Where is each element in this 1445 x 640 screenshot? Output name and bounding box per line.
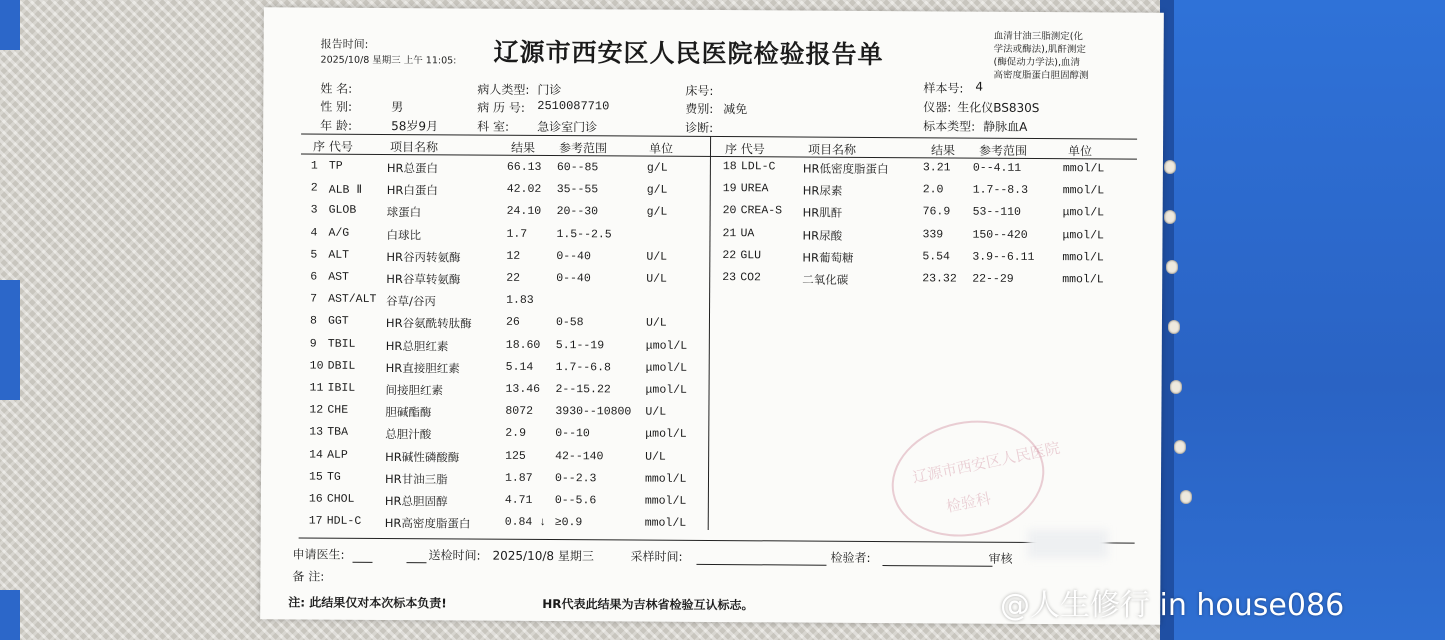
row-result: 8072 <box>505 404 534 419</box>
watermark: @人生修行 in house086 <box>1000 588 1345 623</box>
row-unit: μmol/L <box>1062 206 1105 220</box>
fee-value: 减免 <box>723 102 748 117</box>
age-value: 58岁9月 <box>391 119 439 134</box>
remark-label: 备 注: <box>292 569 325 584</box>
row-seq: 13 <box>309 425 324 440</box>
doctor-label: 申请医生: <box>292 547 345 562</box>
row-range: 0--4.11 <box>972 161 1022 175</box>
row-seq: 9 <box>309 337 317 351</box>
row-result: 1.83 <box>506 293 534 308</box>
row-range: 42--140 <box>555 449 604 463</box>
row-range: 1.7--6.8 <box>555 360 611 375</box>
row-unit: g/L <box>646 205 668 220</box>
row-result: 1.87 <box>504 471 533 485</box>
binder-hole <box>1164 210 1176 224</box>
row-unit: g/L <box>646 183 668 197</box>
row-unit: g/L <box>646 161 668 175</box>
row-name: HR白蛋白 <box>386 183 438 198</box>
row-seq: 14 <box>309 448 323 462</box>
blue-folder <box>1160 0 1445 640</box>
corner-note-line: 高密度脂蛋白胆固醇测 <box>993 69 1089 82</box>
row-result: 2.0 <box>922 183 944 197</box>
binder-hole <box>1164 160 1176 174</box>
row-name: HR碱性磷酸酶 <box>385 449 460 465</box>
patient-type-label: 病人类型: <box>477 82 530 97</box>
corner-note <box>993 30 1088 83</box>
row-code: ALB Ⅱ <box>328 183 363 198</box>
row-unit: μmol/L <box>645 427 687 442</box>
col-result: 结果 <box>930 143 956 158</box>
diagnosis-label: 诊断: <box>685 120 714 136</box>
row-name: 二氧化碳 <box>802 272 849 287</box>
row-code: TBIL <box>327 337 356 351</box>
row-name: 谷草/谷丙 <box>386 294 437 309</box>
row-seq: 1 <box>310 159 318 173</box>
row-unit: μmol/L <box>645 339 688 353</box>
row-range: 0--10 <box>555 427 590 441</box>
name-label: 姓 名: <box>320 81 353 96</box>
sex-value: 男 <box>391 100 404 115</box>
row-code: ALP <box>327 448 348 462</box>
row-name: HR葡萄糖 <box>802 250 854 265</box>
row-name: HR直接胆红素 <box>385 360 460 376</box>
row-result: 339 <box>922 227 944 242</box>
row-result: 5.14 <box>505 360 534 374</box>
row-seq: 20 <box>722 204 737 218</box>
dept-label: 科 室: <box>477 119 510 134</box>
row-code: GLU <box>740 248 762 263</box>
row-name: HR总胆固醇 <box>384 494 448 509</box>
row-result: 18.60 <box>505 338 541 352</box>
patient-type-value: 门诊 <box>537 82 562 98</box>
row-result: 3.21 <box>922 161 951 175</box>
row-name: HR高密度脂蛋白 <box>384 516 471 531</box>
row-unit: U/L <box>645 405 667 419</box>
col-unit: 单位 <box>1067 144 1093 159</box>
row-range: 35--55 <box>556 183 599 197</box>
row-unit: mmol/L <box>644 472 687 486</box>
row-unit: mmol/L <box>1062 273 1104 287</box>
row-result: 23.32 <box>922 272 957 286</box>
binder-hole <box>1170 380 1182 394</box>
row-range: 0--2.3 <box>554 471 597 486</box>
row-name: 总胆汁酸 <box>385 427 432 442</box>
row-range: 20--30 <box>556 205 599 219</box>
row-range: 5.1--19 <box>555 338 605 352</box>
row-name: HR总蛋白 <box>386 161 439 176</box>
col-range: 参考范围 <box>978 143 1028 158</box>
row-code: AST <box>328 270 349 284</box>
age-label: 年 龄: <box>320 118 353 133</box>
row-code: CHE <box>327 403 349 417</box>
binder-hole <box>1168 320 1180 334</box>
row-code: HDL-C <box>326 514 362 529</box>
row-range: 2--15.22 <box>555 383 611 397</box>
row-seq: 23 <box>722 271 737 285</box>
sex-label: 性 别: <box>320 99 353 114</box>
row-code: CHOL <box>326 492 355 506</box>
stamp-text: 检验科 <box>944 489 993 516</box>
row-range: 150--420 <box>972 228 1028 242</box>
specimen-label: 标本类型: <box>923 119 976 134</box>
col-unit: 单位 <box>648 141 674 156</box>
row-range: 53--110 <box>972 205 1021 220</box>
blank-line <box>696 564 826 566</box>
row-seq: 3 <box>310 203 318 217</box>
sample-label: 样本号: <box>923 81 964 96</box>
row-range: 22--29 <box>972 272 1014 286</box>
row-name: 球蛋白 <box>386 205 422 220</box>
corner-note-line: (酶促动力学法),血清 <box>993 56 1081 69</box>
blank-line <box>352 562 372 563</box>
row-seq: 11 <box>309 381 324 395</box>
instrument-label: 仪器: <box>923 100 952 115</box>
row-result: 76.9 <box>922 205 951 219</box>
col-name: 项目名称 <box>807 142 857 157</box>
row-unit: U/L <box>645 450 666 464</box>
row-name: 间接胆红素 <box>385 383 444 398</box>
row-code: IBIL <box>327 381 356 395</box>
row-name: HR低密度脂蛋白 <box>802 161 889 177</box>
row-seq: 22 <box>722 248 737 262</box>
row-seq: 21 <box>722 226 737 240</box>
blank-line <box>406 562 426 563</box>
row-result: 2.9 <box>505 427 527 441</box>
hr-note: HR代表此结果为吉林省检验互认标志。 <box>542 596 754 613</box>
row-seq: 15 <box>308 470 323 484</box>
col-range: 参考范围 <box>558 141 608 156</box>
collect-time-label: 采样时间: <box>630 549 683 564</box>
binder-hole <box>1180 490 1192 504</box>
row-result: 125 <box>505 449 526 463</box>
row-result: 1.7 <box>506 227 528 241</box>
left-blue-strip <box>0 280 20 400</box>
reviewer-label: 审核 <box>988 551 1013 566</box>
row-seq: 8 <box>309 314 317 328</box>
blank-line <box>882 565 992 567</box>
dept-value: 急诊室门诊 <box>537 119 598 135</box>
row-unit: U/L <box>646 250 668 264</box>
row-unit: mmol/L <box>644 516 687 531</box>
left-blue-strip <box>0 590 20 640</box>
col-seq-code: 序 代号 <box>724 142 765 157</box>
row-unit: μmol/L <box>1062 228 1104 242</box>
row-seq: 6 <box>310 270 318 284</box>
row-code: CO2 <box>740 271 761 285</box>
row-name: HR肌酐 <box>802 205 843 221</box>
row-result: 4.71 <box>504 493 533 507</box>
row-code: UREA <box>740 182 769 196</box>
corner-note-line: 学法或酶法),肌酐测定 <box>993 43 1086 56</box>
row-result: 22 <box>506 271 521 285</box>
row-code: TBA <box>327 426 349 440</box>
row-code: GLOB <box>328 204 357 218</box>
row-unit: μmol/L <box>645 383 688 397</box>
record-value: 2510087710 <box>537 98 610 114</box>
row-range: 0-58 <box>555 316 584 330</box>
left-blue-strip <box>0 0 20 50</box>
row-code: UA <box>740 226 755 240</box>
row-unit: mmol/L <box>1062 250 1104 265</box>
row-range: 3.9--6.11 <box>972 250 1035 264</box>
row-range: 0--40 <box>556 249 591 264</box>
row-range: 0--40 <box>556 272 591 286</box>
col-seq-code: 序 代号 <box>312 139 353 154</box>
row-name: 胆碱酯酶 <box>385 405 432 420</box>
inspector-label: 检验者: <box>830 550 871 565</box>
row-code: DBIL <box>327 359 356 373</box>
row-unit: mmol/L <box>1062 184 1105 198</box>
fee-label: 费别: <box>685 101 714 117</box>
row-unit: mmol/L <box>644 494 687 508</box>
row-range: 1.5--2.5 <box>556 227 612 241</box>
disclaimer-note: 注: 此结果仅对本次标本负责! <box>288 595 447 611</box>
row-result: 26 <box>505 316 520 330</box>
row-result: 13.46 <box>505 382 541 396</box>
redacted-area <box>1028 530 1108 558</box>
instrument-value: 生化仪BS830S <box>957 100 1040 115</box>
row-name: HR谷氨酰转肽酶 <box>385 316 472 331</box>
row-seq: 12 <box>309 403 324 417</box>
hospital-stamp <box>881 407 1055 550</box>
row-range: 0--5.6 <box>554 494 597 508</box>
row-result: 12 <box>506 249 521 263</box>
row-seq: 19 <box>722 182 737 196</box>
row-name: HR甘油三脂 <box>384 471 448 487</box>
row-seq: 10 <box>309 359 324 373</box>
row-seq: 7 <box>310 292 318 306</box>
bed-label: 床号: <box>685 83 714 99</box>
row-code: LDL-C <box>740 160 776 174</box>
row-seq: 2 <box>310 181 318 195</box>
row-code: ALT <box>328 248 350 262</box>
row-code: CREA-S <box>740 204 783 218</box>
row-name: HR尿酸 <box>802 228 843 243</box>
row-seq: 4 <box>310 226 318 240</box>
binder-hole <box>1174 440 1186 454</box>
stamp-text: 辽源市西安区人民医院 <box>910 438 1062 487</box>
row-range: 1.7--8.3 <box>972 183 1029 198</box>
binder-hole <box>1166 260 1178 274</box>
row-unit: U/L <box>645 316 667 331</box>
row-code: TP <box>328 159 343 173</box>
row-seq: 5 <box>310 248 318 262</box>
report-title: 辽源市西安区人民医院检验报告单 <box>493 37 884 70</box>
row-code: AST/ALT <box>328 292 377 307</box>
record-label: 病 历 号: <box>477 100 525 115</box>
specimen-value: 静脉血A <box>983 119 1028 134</box>
row-name: HR总胆红素 <box>385 338 449 353</box>
corner-note-line: 血清甘油三脂测定(化 <box>993 30 1083 43</box>
send-time-label: 送检时间: <box>428 548 481 563</box>
row-range: 3930--10800 <box>555 405 632 419</box>
row-result: 24.10 <box>506 205 542 219</box>
row-range: 60--85 <box>556 161 599 175</box>
row-result: 0.84 ↓ <box>504 515 547 530</box>
row-unit: U/L <box>646 272 667 286</box>
row-seq: 17 <box>308 514 323 528</box>
row-code: A/G <box>328 226 350 240</box>
column-divider <box>708 136 711 530</box>
row-unit: μmol/L <box>645 361 688 375</box>
col-name: 项目名称 <box>389 140 439 155</box>
row-result: 42.02 <box>506 182 542 197</box>
send-time-value: 2025/10/8 星期三 <box>492 548 594 564</box>
col-result: 结果 <box>510 140 536 155</box>
row-range: ≥0.9 <box>554 516 583 530</box>
row-name: HR谷草转氨酶 <box>386 272 461 287</box>
sample-value: 4 <box>975 79 984 94</box>
row-code: GGT <box>327 315 349 329</box>
row-result: 66.13 <box>506 160 542 174</box>
footer-rule <box>299 537 1135 543</box>
report-time-value: 2025/10/8 星期三 上午 11:05: <box>320 54 457 67</box>
row-seq: 16 <box>308 492 323 506</box>
report-time-label: 报告时间: <box>320 37 369 51</box>
row-result: 5.54 <box>922 250 951 264</box>
row-unit: mmol/L <box>1062 162 1105 176</box>
row-name: HR尿素 <box>802 183 843 198</box>
row-seq: 18 <box>722 160 737 174</box>
row-name: 白球比 <box>386 227 422 242</box>
row-code: TG <box>326 470 341 484</box>
row-name: HR谷丙转氨酶 <box>386 249 461 265</box>
